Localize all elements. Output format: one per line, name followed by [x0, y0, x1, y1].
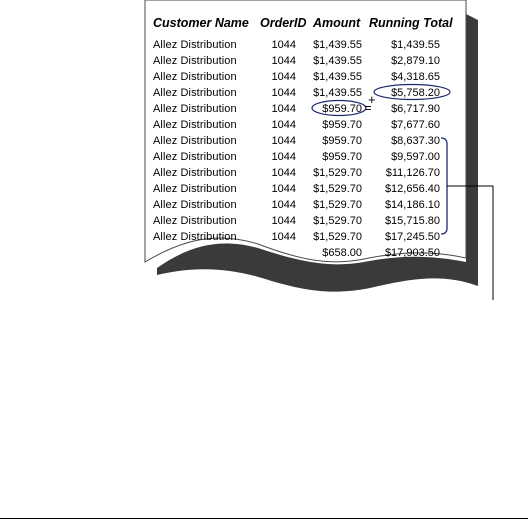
amount-cell: $1,529.70 — [313, 183, 362, 195]
amount-cell: $1,439.55 — [313, 39, 362, 51]
running-total-cell: $6,717.90 — [391, 103, 440, 115]
amount-cell: $959.70 — [322, 151, 362, 163]
order-id-cell: 1044 — [271, 71, 296, 83]
customer-cell: Allez Distribution — [153, 231, 237, 243]
header-running-total: Running Total — [369, 16, 453, 30]
customer-cell: Allez Distribution — [153, 151, 237, 163]
running-total-cell: $8,637.30 — [391, 135, 440, 147]
amount-cell: $658.00 — [322, 247, 362, 259]
customer-cell: Allez Distribution — [153, 215, 237, 227]
amount-cell: $1,439.55 — [313, 55, 362, 67]
running-total-cell: $14,186.10 — [384, 199, 440, 211]
order-id-cell: 1044 — [271, 231, 296, 243]
running-total-cell: $17,245.50 — [384, 231, 440, 243]
customer-cell: Allez Distribution — [153, 71, 237, 83]
customer-cell: Allez Distribution — [153, 103, 237, 115]
order-id-cell: 1044 — [271, 119, 296, 131]
customer-cell: Allez Distribution — [153, 55, 237, 67]
order-id-cell: 1044 — [271, 135, 296, 147]
running-total-cell: $2,879.10 — [391, 55, 440, 67]
customer-cell: Allez Distribution — [153, 39, 237, 51]
amount-cell: $1,529.70 — [313, 199, 362, 211]
running-total-cell: $17,903.50 — [384, 247, 440, 259]
running-total-cell: $11,126.70 — [385, 167, 440, 179]
order-id-cell: 1044 — [271, 151, 296, 163]
amount-cell: $1,529.70 — [313, 215, 362, 227]
running-total-cell: $12,656.40 — [384, 183, 440, 195]
order-id-cell: 1044 — [271, 103, 296, 115]
running-total-cell: $1,439.55 — [391, 39, 440, 51]
running-total-cell: $9,597.00 — [391, 151, 440, 163]
running-total-cell: $7,677.60 — [391, 119, 440, 131]
amount-cell: $1,439.55 — [313, 71, 362, 83]
running-total-cell: $4,318.65 — [391, 71, 440, 83]
amount-cell: $1,439.55 — [313, 87, 362, 99]
header-customer-name: Customer Name — [153, 16, 249, 30]
equals-sign: = — [364, 100, 372, 115]
plus-sign: + — [368, 92, 376, 107]
order-id-cell: 1044 — [271, 55, 296, 67]
order-id-cell: 1044 — [271, 215, 296, 227]
header-amount: Amount — [313, 16, 361, 30]
customer-cell: Allez Distribution — [153, 199, 237, 211]
order-id-cell: 1044 — [271, 199, 296, 211]
customer-cell: Allez Distribution — [153, 135, 237, 147]
running-total-cell: $15,715.80 — [384, 215, 440, 227]
customer-cell: Allez Distribution — [153, 119, 237, 131]
amount-cell: $959.70 — [322, 103, 362, 115]
order-id-cell: 1044 — [271, 87, 296, 99]
bottom-divider — [0, 518, 528, 519]
amount-cell: $959.70 — [322, 119, 362, 131]
order-id-cell: 1044 — [271, 167, 296, 179]
header-order-id: OrderID — [260, 16, 307, 30]
amount-cell: $959.70 — [322, 135, 362, 147]
customer-cell: Allez Distribution — [153, 183, 237, 195]
customer-cell: Allez Distribution — [153, 167, 237, 179]
order-id-cell: 1044 — [271, 183, 296, 195]
order-id-cell: 1044 — [271, 39, 296, 51]
amount-cell: $1,529.70 — [313, 231, 362, 243]
amount-cell: $1,529.70 — [313, 167, 362, 179]
customer-cell: Allez Distribution — [153, 87, 237, 99]
running-total-cell: $5,758.20 — [391, 87, 440, 99]
